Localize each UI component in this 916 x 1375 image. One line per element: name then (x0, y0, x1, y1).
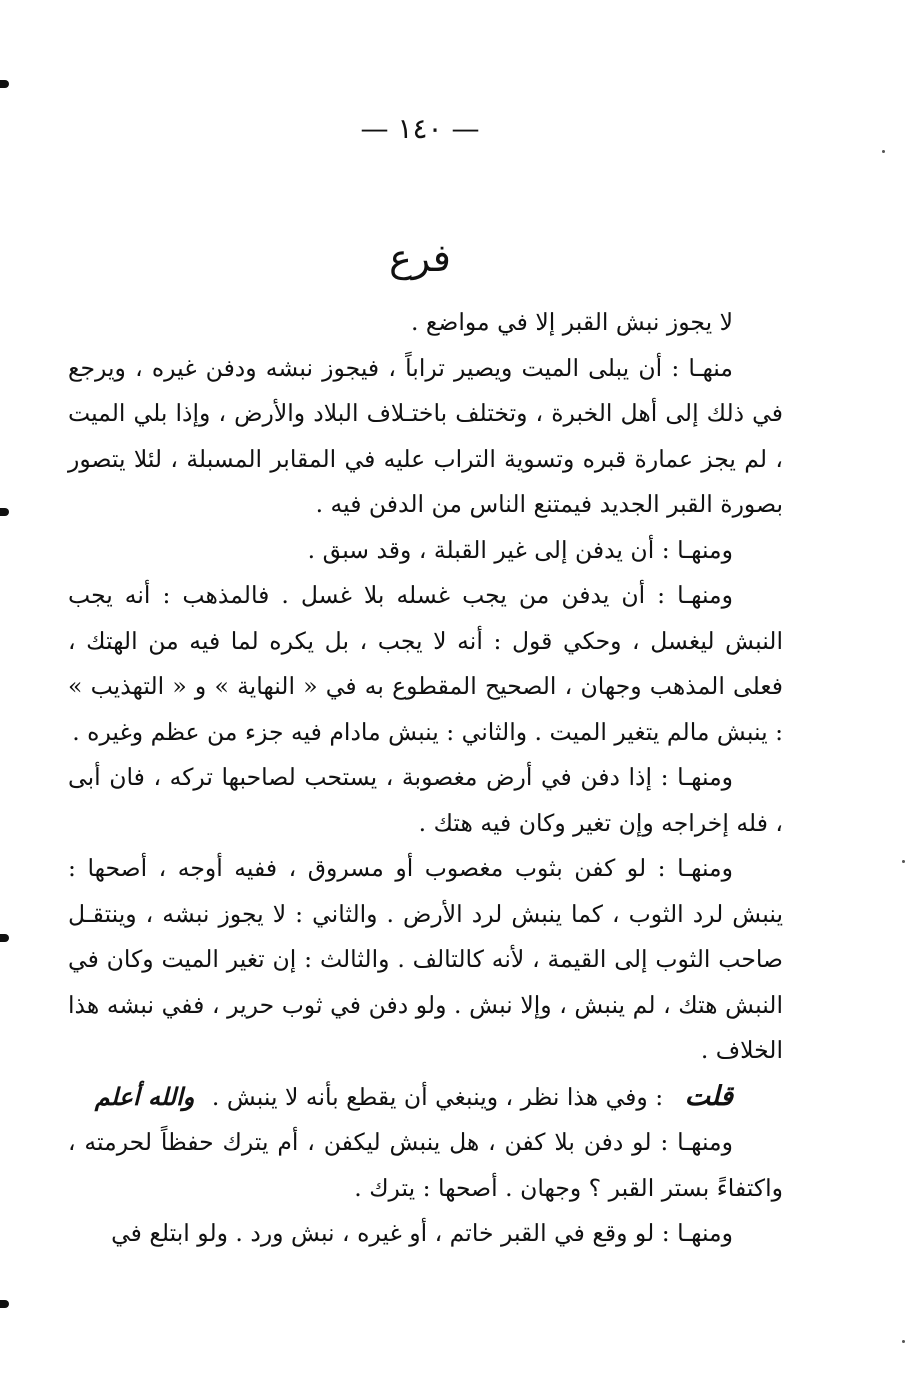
paper-speck (882, 150, 885, 153)
note-paragraph (68, 1074, 783, 1121)
paper-speck (902, 860, 905, 863)
note-closing: والله أعلم (94, 1081, 195, 1111)
binding-mark (0, 508, 9, 516)
paragraph-qibla: ومنهـا : أن يدفن إلى غير القبلة ، وقد سبق . (307, 535, 733, 564)
paragraph-usurped-shroud: ومنهـا : لو كفن بثوب مغصوب أو مسروق ، ففيه أوجه ، أصحها : ينبش لرد الثوب ، كما ينبش لرد الأرض . والثاني : لا يجوز نبشه ، وينتقـل صاحب الثوب إلى القيمة ، لأنه كالتالف . والثالث : إن تغير الميت وكان في النبش هتك ، لم ينبش ، وإلا نبش . ولو دفن في ثوب حرير ، ففي نبشه هذا الخلاف . (68, 854, 783, 1064)
note-text: : وفي هذا نظر ، وينبغي أن يقطع بأنه لا ينبش . (211, 1082, 664, 1111)
note-label: قلت (684, 1080, 733, 1112)
paragraph-washing: ومنهـا : أن يدفن من يجب غسله بلا غسل . فالمذهب : أنه يجب النبش ليغسل ، وحكي قول : أنه لا يجب ، بل يكره لما فيه من الهتك ، فعلى المذهب وجهان ، الصحيح المقطوع به في « النهاية » و « التهذيب » : ينبش مالم يتغير الميت . والثاني : ينبش مادام فيه جزء من عظم وغيره . (68, 581, 783, 746)
paragraph-usurped-land: ومنهـا : إذا دفن في أرض مغصوبة ، يستحب لصاحبها تركه ، فان أبى ، فله إخراجه وإن تغير وكان فيه هتك . (68, 763, 783, 837)
page-number: — ١٤٠ — (360, 112, 480, 145)
binding-mark (0, 80, 9, 88)
section-title: فرع (389, 236, 451, 280)
binding-mark (0, 1300, 9, 1308)
paragraph-ring: ومنهـا : لو وقع في القبر خاتم ، أو غيره ، نبش ورد . ولو ابتلع في (111, 1219, 733, 1247)
paragraph-intro: لا يجوز نبش القبر إلا في مواضع . (410, 308, 733, 336)
body-text (68, 300, 783, 1257)
paragraph-decay: منهـا : أن يبلى الميت ويصير تراباً ، فيجوز نبشه ودفن غيره ، ويرجع في ذلك إلى أهل الخبرة ، وتختلف باختـلاف البلاد والأرض ، وإذا بلي الميت ، لم يجز عمارة قبره وتسوية التراب عليه في المقابر المسبلة ، لئلا يتصور بصورة القبر الجديد فيمتنع الناس من الدفن فيه . (68, 353, 783, 518)
paragraph-no-shroud: ومنهـا : لو دفن بلا كفن ، هل ينبش ليكفن ، أم يترك حفظاً لحرمته ، واكتفاءً بستر القبر ؟ وجهان . أصحها : يترك . (68, 1128, 783, 1202)
paper-speck (902, 1340, 905, 1343)
binding-mark (0, 934, 9, 942)
